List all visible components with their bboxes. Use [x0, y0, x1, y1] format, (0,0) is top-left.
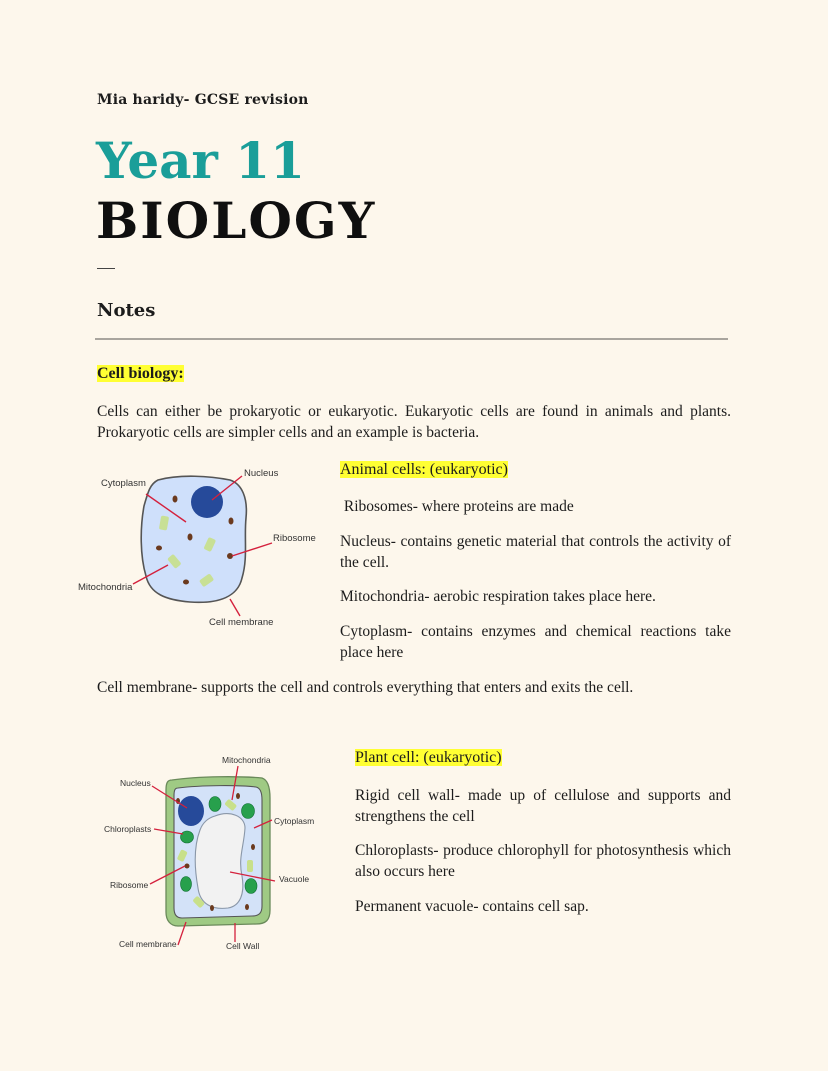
title-divider-dash [97, 268, 115, 269]
animal-point-cytoplasm: Cytoplasm- contains enzymes and chemical reactions take place here [340, 623, 731, 661]
plant-cell-diagram [90, 748, 330, 960]
nucleus-shape [191, 486, 223, 518]
cell-membrane-note: Cell membrane- supports the cell and controls everything that enters and exits the cell. [97, 679, 634, 696]
label-mitochondria: Mitochondria [78, 582, 133, 593]
label-mitochondria: Mitochondria [222, 755, 271, 765]
horizontal-rule [95, 338, 728, 340]
animal-point-mitochondria: Mitochondria- aerobic respiration takes place here. [340, 588, 656, 605]
animal-cell-diagram [70, 458, 330, 638]
label-ribosome: Ribosome [273, 533, 316, 544]
label-cytoplasm: Cytoplasm [101, 478, 146, 489]
animal-cell-heading-text: Animal cells: (eukaryotic) [340, 461, 508, 478]
plant-cell-heading [355, 749, 502, 767]
intro-paragraph: Cells can either be prokaryotic or eukaryotic. Eukaryotic cells are found in animals and plants. Prokaryotic cells are simpler cells and an example is bacteria. [97, 403, 731, 441]
cell-biology-heading-text: Cell biology: [97, 365, 184, 382]
plant-point-chloroplasts: Chloroplasts- produce chlorophyll for photosynthesis which also occurs here [355, 842, 731, 880]
year-title: Year 11 [96, 131, 305, 190]
label-chloroplasts: Chloroplasts [104, 824, 152, 834]
label-cell-membrane: Cell membrane [119, 939, 177, 949]
plant-point-vacuole: Permanent vacuole- contains cell sap. [355, 898, 589, 915]
label-cell-membrane: Cell membrane [209, 617, 274, 628]
author-line: Mia haridy- GCSE revision [97, 92, 309, 108]
label-cytoplasm: Cytoplasm [274, 816, 315, 826]
label-nucleus: Nucleus [244, 468, 279, 479]
label-ribosome: Ribosome [110, 880, 149, 890]
cell-biology-heading [97, 365, 184, 383]
plant-cell-heading-text: Plant cell: (eukaryotic) [355, 749, 502, 766]
vacuole-shape [195, 814, 245, 909]
animal-point-nucleus: Nucleus- contains genetic material that controls the activity of the cell. [340, 533, 731, 571]
nucleus-shape [178, 796, 204, 826]
label-nucleus: Nucleus [120, 778, 151, 788]
animal-point-ribosomes: Ribosomes- where proteins are made [340, 498, 574, 515]
section-label: Notes [97, 300, 156, 321]
plant-point-cell-wall: Rigid cell wall- made up of cellulose and supports and strengthens the cell [355, 787, 731, 825]
label-vacuole: Vacuole [279, 874, 310, 884]
subject-title: BIOLOGY [96, 191, 377, 250]
label-cell-wall: Cell Wall [226, 941, 260, 951]
animal-cell-heading [340, 461, 508, 479]
